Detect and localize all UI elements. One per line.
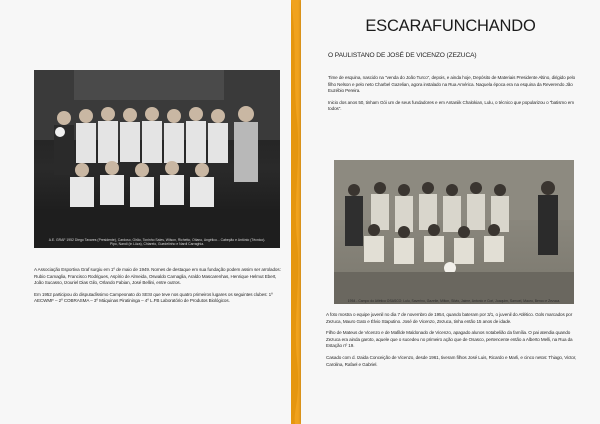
team-photo-1952-caption: A.E. GRAF 1952 Diego Tavares (Presidente), Cardoso, Girão, Toninho Sales, Wilson, Richetto, Otiano, Angélico... Cabeção e Antônio (Técnico). Pipo, Nandi (in Lüza), Chiarelo, Guedelinho e Nardi Carraghia. <box>48 238 266 246</box>
left-paragraph-2: Em 1952 participou do disputadíssimo Campeonato do SESI que teve nos quatro primeiros lugares os seguintes clubes: 1º AECWMF – 2º COBRASMA – 3º Máquinas Piratininga – 4º L.FB Laboratório de Produtos Biológicos. <box>34 291 273 304</box>
left-paragraph-1: A Associação Esportiva Graf surgiu em 1º de maio de 1949. Nomes de destaque em sua fundação podem assim ser arrolados: Rubio Camaglia, Francisco Rodrigues, Aspírio de Almeida, Oswaldo Camaglia, Araldo Mascarenhas, Henrique Helmut Ebert, João Sucasso, Izouriel Dias Gilo, Orlando Fabian, José Bellini, entre outros. <box>34 267 281 286</box>
team-photo-1954-illustration <box>334 160 574 304</box>
right-intro-paragraph-1: Time de esquina, nascido na "venda do João Turco", depois, e ainda hoje, Depósito de Materiais Presidente Altino, dirigido pelo filho Nelson e pelo neto Charbel Gazelian, agora instalado na Rua América. Naquela época era na esquina da Reverendo Jão Euzébio Pereira. <box>328 75 576 94</box>
team-photo-1954-caption: 1954 - Campo do Atlético OSASCO: Lulu, Saverino, Gazelie, Milton, Silvio, Jaime, Antonio e Cori, Joaquim, Samuel, Mauro, Benco e Zezuca. <box>347 299 561 303</box>
page-spine <box>291 0 301 424</box>
right-intro-text <box>328 75 580 118</box>
team-photo-1952-illustration <box>34 70 280 248</box>
article-subtitle: O PAULISTANO DE JOSÉ DE VICENZO (ZEZUCA) <box>328 52 477 59</box>
team-photo-1952 <box>34 70 280 248</box>
right-intro-paragraph-2: Inicio dos anos 50, tinham Gói um de seus fundadores e em Antaniik Chalokian, Lulu, o técnico que popularizou o "batismo em todos". <box>328 99 574 112</box>
right-closing-paragraph-2: Filho de Mateus de Vicenzo e de Mafilde Maldonado de Vicenzo, apagado alunos notabelião da família. O pai atendia quando Zezuca era ainda garoto, aquele que o sucedeu no primeiro ação que de Osasco, pertencente então a Alberto Melli, na Rua da Estação nº 19. <box>326 330 573 349</box>
right-closing-paragraph-1: A foto mostra o equipe juvenil no dia 7 de novembro de 1954, quando bateram por 3/1, o juvenil do Atlético. Gols marcados por Zezuca, Mauro Gato e Élvio Staputino. José de Vicenzo, Zezuca, tinha então 15 anos de idade. <box>326 312 573 324</box>
left-article-text <box>34 267 282 310</box>
page-title: ESCARAFUNCHANDO <box>365 17 536 35</box>
team-photo-1954 <box>334 160 574 304</box>
right-closing-paragraph-3: Casado com d. Izaida Conceição de Vicenzo, desde 1961, tiveram filhos José Luis, Ricardo e Marli, e cinco netos: Thiago, Victor, Carolina, Rafael e Gabriel. <box>326 354 577 367</box>
right-closing-text <box>326 312 582 373</box>
